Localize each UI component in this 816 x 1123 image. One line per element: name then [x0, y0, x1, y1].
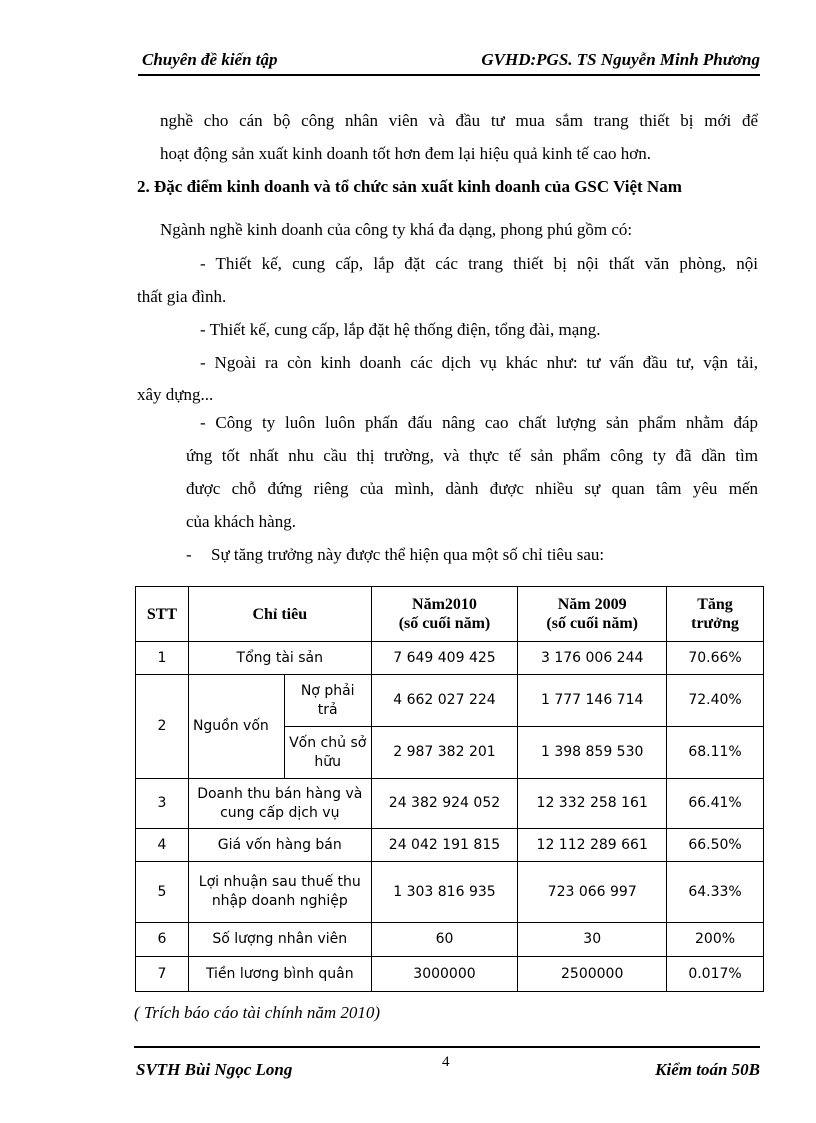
cell-growth: 66.50% — [667, 829, 764, 862]
cell-growth: 66.41% — [667, 779, 764, 829]
cell-2010: 60 — [371, 923, 518, 957]
header-stt: STT — [136, 587, 189, 642]
intro-text: Ngành nghề kinh doanh của công ty khá đa dạng, phong phú gồm có: — [160, 220, 633, 239]
list-item-cont: xây dựng... — [137, 385, 214, 404]
table-row — [136, 862, 764, 923]
cell-stt: 2 — [136, 675, 189, 779]
table-row — [136, 779, 764, 829]
cell-indicator-group: Nguồn vốn — [188, 675, 284, 779]
cell-2010: 24 382 924 052 — [371, 779, 518, 829]
table-row — [136, 642, 764, 675]
cell-2009: 30 — [518, 923, 667, 957]
cell-stt: 5 — [136, 862, 189, 923]
cell-2009: 12 112 289 661 — [518, 829, 667, 862]
cell-2009: 1 398 859 530 — [518, 727, 667, 779]
cell-2010: 3000000 — [371, 957, 518, 992]
cell-2009: 1 777 146 714 — [518, 675, 667, 727]
growth-table — [135, 586, 764, 992]
header-indicator: Chỉ tiêu — [188, 587, 371, 642]
cell-2009: 12 332 258 161 — [518, 779, 667, 829]
source-note: ( Trích báo cáo tài chính năm 2010) — [134, 1003, 381, 1022]
cell-growth: 200% — [667, 923, 764, 957]
bullet-text: Sự tăng trưởng này được thể hiện qua một số chỉ tiêu sau: — [211, 545, 605, 564]
table-row — [136, 829, 764, 862]
cell-sub-indicator: Vốn chủ sở hữu — [284, 727, 371, 779]
cell-indicator: Giá vốn hàng bán — [188, 829, 371, 862]
list-item: - Ngoài ra còn kinh doanh các dịch vụ khác như: tư vấn đầu tư, vận tải, — [200, 353, 758, 372]
footer-student: SVTH Bùi Ngọc Long — [136, 1060, 293, 1079]
cell-growth: 70.66% — [667, 642, 764, 675]
cell-growth: 0.017% — [667, 957, 764, 992]
table-row — [136, 923, 764, 957]
header-advisor: GVHD:PGS. TS Nguyễn Minh Phương — [481, 50, 760, 69]
table-row — [136, 957, 764, 992]
header-2009: Năm 2009 (số cuối năm) — [518, 587, 667, 642]
cell-growth: 64.33% — [667, 862, 764, 923]
cell-indicator: Tổng tài sản — [188, 642, 371, 675]
list-item-cont: thất gia đình. — [137, 287, 227, 306]
list-item: - Thiết kế, cung cấp, lắp đặt các trang thiết bị nội thất văn phòng, nội — [200, 254, 758, 273]
cell-2010: 4 662 027 224 — [371, 675, 518, 727]
cell-stt: 6 — [136, 923, 189, 957]
list-item-cont: được chỗ đứng riêng của mình, dành được nhiều sự quan tâm yêu mến — [186, 479, 758, 498]
page-number: 4 — [442, 1054, 450, 1070]
cell-indicator: Doanh thu bán hàng và cung cấp dịch vụ — [188, 779, 371, 829]
cell-stt: 1 — [136, 642, 189, 675]
page-footer — [134, 1046, 760, 1088]
cell-2009: 2500000 — [518, 957, 667, 992]
cell-2010: 2 987 382 201 — [371, 727, 518, 779]
page-header — [138, 48, 760, 76]
list-item-cont: của khách hàng. — [186, 512, 296, 531]
cell-sub-indicator: Nợ phải trả — [284, 675, 371, 727]
cell-2010: 1 303 816 935 — [371, 862, 518, 923]
table-row — [136, 675, 764, 727]
cell-stt: 7 — [136, 957, 189, 992]
section-heading: 2. Đặc điểm kinh doanh và tổ chức sản xuất kinh doanh của GSC Việt Nam — [137, 177, 682, 196]
header-title: Chuyên đề kiến tập — [142, 50, 278, 69]
cell-growth: 72.40% — [667, 675, 764, 727]
cell-indicator: Lợi nhuận sau thuế thu nhập doanh nghiệp — [188, 862, 371, 923]
cell-indicator: Số lượng nhân viên — [188, 923, 371, 957]
paragraph-line: nghề cho cán bộ công nhân viên và đầu tư mua sắm trang thiết bị mới để — [160, 111, 758, 130]
cell-stt: 3 — [136, 779, 189, 829]
cell-2010: 24 042 191 815 — [371, 829, 518, 862]
cell-growth: 68.11% — [667, 727, 764, 779]
cell-2009: 3 176 006 244 — [518, 642, 667, 675]
cell-2010: 7 649 409 425 — [371, 642, 518, 675]
paragraph-line: hoạt động sản xuất kinh doanh tốt hơn đem lại hiệu quả kinh tế cao hơn. — [160, 144, 652, 163]
header-growth: Tăng trưởng — [667, 587, 764, 642]
footer-class: Kiểm toán 50B — [655, 1060, 760, 1079]
list-item: - Công ty luôn luôn phấn đấu nâng cao chất lượng sản phẩm nhằm đáp — [200, 413, 758, 432]
cell-indicator: Tiền lương bình quân — [188, 957, 371, 992]
list-item-cont: ứng tốt nhất nhu cầu thị trường, và thực tế sản phẩm công ty đã dần tìm — [186, 446, 758, 465]
table-header-row — [136, 587, 764, 642]
cell-2009: 723 066 997 — [518, 862, 667, 923]
header-2010: Năm2010 (số cuối năm) — [371, 587, 518, 642]
cell-stt: 4 — [136, 829, 189, 862]
list-item: - Thiết kế, cung cấp, lắp đặt hệ thống điện, tổng đài, mạng. — [200, 320, 601, 339]
bullet-dash: - — [186, 545, 192, 564]
